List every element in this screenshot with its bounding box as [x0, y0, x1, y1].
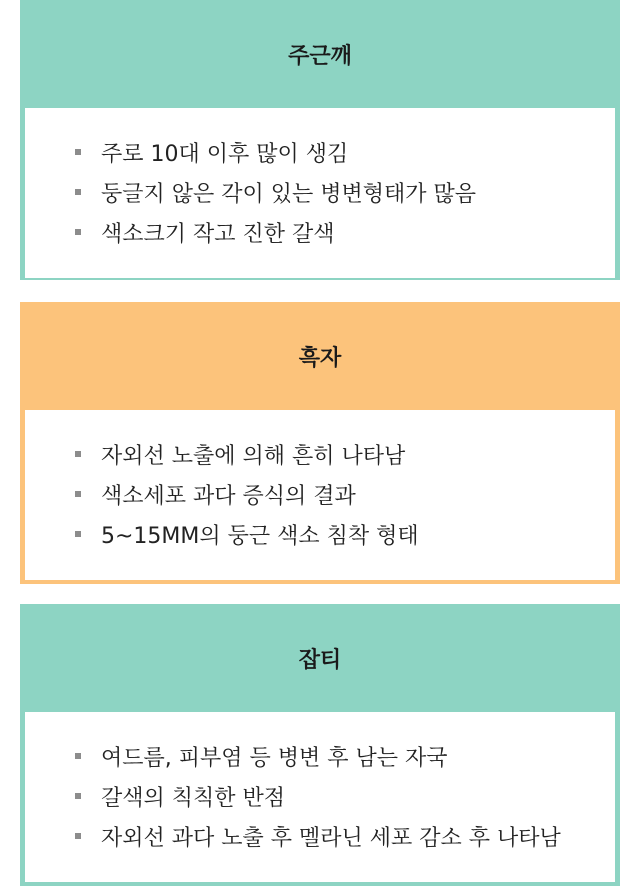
- list-item: [75, 434, 615, 474]
- list-item: [75, 514, 615, 554]
- list-item: [75, 776, 615, 816]
- list-item-text: 자외선 과다 노출 후 멜라닌 세포 감소 후 나타남: [101, 825, 561, 851]
- lentigo-card-title: 흑자: [25, 302, 615, 410]
- square-bullet-icon: [75, 451, 81, 457]
- square-bullet-icon: [75, 491, 81, 497]
- freckles-item-list: [25, 132, 615, 252]
- list-item: [75, 816, 615, 856]
- list-item-text: 둥글지 않은 각이 있는 병변형태가 많음: [101, 181, 476, 207]
- square-bullet-icon: [75, 149, 81, 155]
- blemish-card: [20, 604, 620, 886]
- list-item-text: 자외선 노출에 의해 흔히 나타남: [101, 443, 406, 469]
- square-bullet-icon: [75, 189, 81, 195]
- list-item-text: 여드름, 피부염 등 병변 후 남는 자국: [101, 745, 448, 771]
- list-item-text: 5~15MM의 둥근 색소 침착 형태: [101, 523, 419, 549]
- list-item-text: 색소세포 과다 증식의 결과: [101, 483, 356, 509]
- blemish-card-title: 잡티: [25, 604, 615, 712]
- lentigo-card: [20, 302, 620, 584]
- blemish-card-body: [25, 712, 615, 882]
- list-item-text: 주로 10대 이후 많이 생김: [101, 141, 349, 167]
- freckles-card: [20, 0, 620, 280]
- list-item-text: 갈색의 칙칙한 반점: [101, 785, 286, 811]
- list-item: [75, 474, 615, 514]
- freckles-card-title: 주근깨: [25, 0, 615, 108]
- list-item: [75, 212, 615, 252]
- list-item: [75, 132, 615, 172]
- lentigo-card-body: [25, 410, 615, 580]
- list-item-text: 색소크기 작고 진한 갈색: [101, 221, 335, 247]
- square-bullet-icon: [75, 753, 81, 759]
- square-bullet-icon: [75, 229, 81, 235]
- square-bullet-icon: [75, 793, 81, 799]
- blemish-item-list: [25, 736, 615, 856]
- list-item: [75, 172, 615, 212]
- square-bullet-icon: [75, 833, 81, 839]
- square-bullet-icon: [75, 531, 81, 537]
- list-item: [75, 736, 615, 776]
- freckles-card-body: [25, 108, 615, 278]
- lentigo-item-list: [25, 434, 615, 554]
